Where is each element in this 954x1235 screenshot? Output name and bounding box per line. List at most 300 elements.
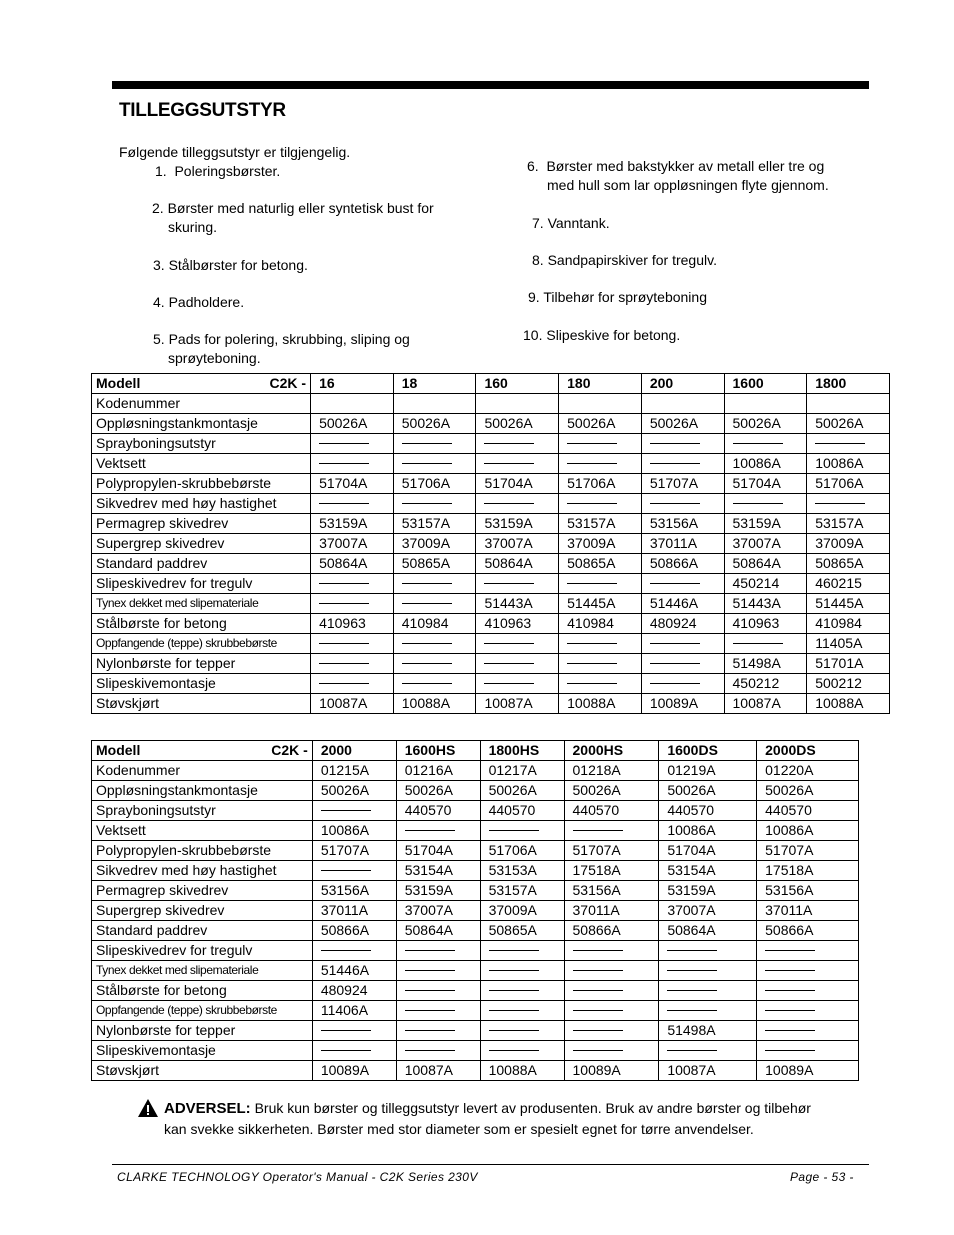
item-number: 1. [155,163,167,179]
empty-dash-cell [476,494,559,514]
item-text: Tilbehør for sprøyteboning [543,289,707,305]
row-label: Supergrep skivedrev [92,534,311,554]
part-number-cell: 50866A [757,921,859,941]
page-title: TILLEGGSUTSTYR [119,100,286,121]
part-number-cell: 53156A [312,881,396,901]
part-number-cell: 51701A [807,654,890,674]
empty-dash-cell [480,941,564,961]
empty-dash-cell [564,941,659,961]
part-number-cell: 53154A [396,861,480,881]
model-prefix: C2K - [271,742,308,758]
row-label: Polypropylen-skrubbebørste [92,474,311,494]
dash-mark [650,503,700,504]
table-row [92,654,890,674]
empty-dash-cell [641,654,724,674]
dash-mark [650,663,700,664]
empty-dash-cell [311,654,394,674]
part-number-cell: 460215 [807,574,890,594]
empty-dash-cell [480,1041,564,1061]
part-number-cell: 410963 [311,614,394,634]
dash-mark [650,463,700,464]
part-number-cell: 10086A [659,821,757,841]
part-number-cell: 10087A [659,1061,757,1081]
dash-mark [489,950,539,951]
part-number-cell: 37009A [393,534,476,554]
item-number: 2. [152,200,164,216]
row-label: Nylonbørste for tepper [92,1021,313,1041]
dash-mark [405,1050,455,1051]
table-row [92,474,890,494]
part-number-cell: 50865A [559,554,642,574]
table-row [92,454,890,474]
part-number-cell: 53157A [480,881,564,901]
dash-mark [489,830,539,831]
model-column-header: 18 [393,374,476,394]
dash-mark [321,810,371,811]
dash-mark [484,643,534,644]
part-number-cell: 51707A [564,841,659,861]
part-number-cell [311,394,394,414]
part-number-cell: 53156A [564,881,659,901]
dash-mark [573,970,623,971]
empty-dash-cell [312,861,396,881]
dash-mark [667,970,717,971]
empty-dash-cell [724,494,807,514]
part-number-cell: 440570 [659,801,757,821]
dash-mark [765,970,815,971]
dash-mark [319,503,369,504]
part-number-cell: 11405A [807,634,890,654]
row-label: Slipeskivedrev for tregulv [92,574,311,594]
empty-dash-cell [480,981,564,1001]
part-number-cell: 500212 [807,674,890,694]
dash-mark [319,443,369,444]
part-number-cell: 17518A [757,861,859,881]
part-number-cell: 50026A [312,781,396,801]
dash-mark [667,990,717,991]
part-number-cell: 37007A [396,901,480,921]
table-row [92,394,890,414]
row-label: Permagrep skivedrev [92,881,313,901]
dash-mark [319,643,369,644]
part-number-cell: 51706A [480,841,564,861]
part-number-cell: 51704A [659,841,757,861]
part-number-cell: 51446A [641,594,724,614]
row-label: Sprayboningsutstyr [92,801,313,821]
dash-mark [405,970,455,971]
part-number-cell [724,394,807,414]
dash-mark [733,443,783,444]
part-number-cell: 01219A [659,761,757,781]
item-number: 8. [532,252,544,268]
dash-mark [319,663,369,664]
part-number-cell: 50026A [724,414,807,434]
dash-mark [484,683,534,684]
dash-mark [765,1010,815,1011]
list-item [532,251,717,270]
model-column-header: 16 [311,374,394,394]
table-row [92,1001,859,1021]
model-column-header: 1600 [724,374,807,394]
part-number-cell: 51498A [659,1021,757,1041]
part-number-cell: 01220A [757,761,859,781]
empty-dash-cell [559,674,642,694]
part-number-cell: 37007A [659,901,757,921]
part-number-cell: 50864A [311,554,394,574]
part-number-cell: 10086A [724,454,807,474]
row-label: Oppfangende (teppe) skrubbebørste [92,1001,313,1021]
row-label: Støvskjørt [92,1061,313,1081]
empty-dash-cell [659,981,757,1001]
row-label: Sikvedrev med høy hastighet [92,861,313,881]
part-number-cell: 10086A [807,454,890,474]
dash-mark [573,990,623,991]
part-number-cell: 50026A [807,414,890,434]
part-number-cell: 51707A [312,841,396,861]
table-row [92,881,859,901]
table-row [92,861,859,881]
dash-mark [573,1050,623,1051]
item-text: Poleringsbørster. [174,163,281,179]
empty-dash-cell [396,941,480,961]
part-number-cell: 11406A [312,1001,396,1021]
row-label: Slipeskivedrev for tregulv [92,941,313,961]
empty-dash-cell [393,574,476,594]
item-number: 6. [527,158,539,174]
dash-mark [489,1010,539,1011]
empty-dash-cell [393,434,476,454]
empty-dash-cell [476,674,559,694]
dash-mark [489,990,539,991]
dash-mark [567,663,617,664]
table-row [92,841,859,861]
row-label: Slipeskivemontasje [92,1041,313,1061]
dash-mark [667,1010,717,1011]
empty-dash-cell [311,454,394,474]
empty-dash-cell [559,494,642,514]
dash-mark [484,663,534,664]
item-text: Slipeskive for betong. [546,327,681,343]
table-row [92,614,890,634]
item-number: 7. [532,215,544,231]
empty-dash-cell [396,821,480,841]
part-number-cell: 10088A [807,694,890,714]
part-number-cell: 53159A [724,514,807,534]
warning-text: Bruk kun børster og tilleggsutstyr levert av produsenten. Bruk av andre børster og tilbehør kan svekke sikkerheten. Børster med stor diameter som er spesielt egnet for tørre anvendelser. [164,1100,811,1137]
part-number-cell: 480924 [312,981,396,1001]
row-label: Kodenummer [92,394,311,414]
empty-dash-cell [476,634,559,654]
row-label: Polypropylen-skrubbebørste [92,841,313,861]
part-number-cell: 37011A [641,534,724,554]
item-text-cont: skuring. [168,219,218,235]
part-number-cell: 50865A [807,554,890,574]
part-number-cell: 01215A [312,761,396,781]
table-row [92,574,890,594]
row-label: Standard paddrev [92,921,313,941]
empty-dash-cell [480,1021,564,1041]
table-row [92,434,890,454]
dash-mark [484,463,534,464]
model-label: Modell [96,742,141,758]
dash-mark [765,1050,815,1051]
table-row [92,981,859,1001]
item-text: Børster med bakstykker av metall eller tre og [546,158,825,174]
part-number-cell: 50026A [476,414,559,434]
row-label: Tynex dekket med slipemateriale [92,961,313,981]
parts-table-1 [91,373,890,714]
part-number-cell: 53156A [757,881,859,901]
dash-mark [402,503,452,504]
dash-mark [321,950,371,951]
row-label: Sprayboningsutstyr [92,434,311,454]
empty-dash-cell [312,941,396,961]
dash-mark [405,950,455,951]
empty-dash-cell [757,961,859,981]
part-number-cell: 10089A [564,1061,659,1081]
part-number-cell: 53159A [396,881,480,901]
table-header-row [92,741,859,761]
dash-mark [405,1010,455,1011]
table-row [92,1041,859,1061]
empty-dash-cell [641,574,724,594]
part-number-cell: 50026A [659,781,757,801]
part-number-cell: 50864A [476,554,559,574]
empty-dash-cell [641,494,724,514]
model-header-cell [92,741,313,761]
warning-icon [137,1098,159,1118]
part-number-cell: 37011A [312,901,396,921]
part-number-cell: 51704A [724,474,807,494]
dash-mark [567,583,617,584]
empty-dash-cell [312,801,396,821]
part-number-cell: 440570 [757,801,859,821]
top-rule [112,81,869,89]
part-number-cell: 51706A [559,474,642,494]
table-row [92,961,859,981]
dash-mark [567,503,617,504]
model-prefix: C2K - [269,375,307,391]
dash-mark [402,643,452,644]
part-number-cell: 51706A [807,474,890,494]
part-number-cell: 51707A [641,474,724,494]
empty-dash-cell [559,634,642,654]
part-number-cell: 50865A [393,554,476,574]
part-number-cell: 10089A [312,1061,396,1081]
table-row [92,901,859,921]
empty-dash-cell [659,961,757,981]
row-label: Oppfangende (teppe) skrubbebørste [92,634,311,654]
dash-mark [815,443,865,444]
empty-dash-cell [641,674,724,694]
part-number-cell: 50026A [311,414,394,434]
row-label: Vektsett [92,454,311,474]
dash-mark [573,1030,623,1031]
dash-mark [402,443,452,444]
empty-dash-cell [659,1041,757,1061]
part-number-cell: 50866A [564,921,659,941]
part-number-cell: 50026A [396,781,480,801]
table-row [92,761,859,781]
dash-mark [765,990,815,991]
list-item [153,330,410,368]
empty-dash-cell [564,1021,659,1041]
empty-dash-cell [757,981,859,1001]
item-text: Pads for polering, skrubbing, sliping og [168,331,410,347]
dash-mark [405,990,455,991]
model-column-header: 180 [559,374,642,394]
model-column-header: 2000DS [757,741,859,761]
part-number-cell: 50026A [393,414,476,434]
dash-mark [489,970,539,971]
dash-mark [405,830,455,831]
part-number-cell: 410984 [559,614,642,634]
empty-dash-cell [312,1041,396,1061]
part-number-cell: 01216A [396,761,480,781]
empty-dash-cell [393,634,476,654]
table-row [92,414,890,434]
list-item [527,157,829,195]
dash-mark [489,1050,539,1051]
table-row [92,534,890,554]
part-number-cell [641,394,724,414]
part-number-cell: 17518A [564,861,659,881]
row-label: Oppløsningstankmontasje [92,414,311,434]
part-number-cell: 10088A [480,1061,564,1081]
table-row [92,494,890,514]
row-label: Stålbørste for betong [92,981,313,1001]
empty-dash-cell [659,941,757,961]
item-text: Stålbørster for betong. [168,257,308,273]
item-number: 4. [153,294,165,310]
footer-page-number: Page - 53 - [790,1170,854,1184]
dash-mark [733,503,783,504]
empty-dash-cell [476,654,559,674]
table-row [92,801,859,821]
row-label: Stålbørste for betong [92,614,311,634]
part-number-cell: 440570 [396,801,480,821]
part-number-cell: 50026A [480,781,564,801]
part-number-cell: 37007A [311,534,394,554]
part-number-cell: 450212 [724,674,807,694]
part-number-cell: 51446A [312,961,396,981]
part-number-cell: 53154A [659,861,757,881]
part-number-cell: 37011A [757,901,859,921]
part-number-cell: 50026A [757,781,859,801]
model-column-header: 2000 [312,741,396,761]
dash-mark [319,683,369,684]
row-label: Slipeskivemontasje [92,674,311,694]
row-label: Støvskjørt [92,694,311,714]
part-number-cell: 53157A [807,514,890,534]
dash-mark [567,443,617,444]
empty-dash-cell [480,961,564,981]
dash-mark [650,583,700,584]
empty-dash-cell [659,1001,757,1021]
list-item [153,293,244,312]
empty-dash-cell [312,1021,396,1041]
model-column-header: 2000HS [564,741,659,761]
part-number-cell: 51704A [396,841,480,861]
part-number-cell: 37007A [724,534,807,554]
dash-mark [573,830,623,831]
dash-mark [815,503,865,504]
empty-dash-cell [393,494,476,514]
model-column-header: 1600DS [659,741,757,761]
part-number-cell: 50026A [564,781,659,801]
empty-dash-cell [757,941,859,961]
list-item [523,326,680,345]
empty-dash-cell [641,454,724,474]
model-column-header: 160 [476,374,559,394]
table-row [92,821,859,841]
table-header-row [92,374,890,394]
warning-note [137,1098,837,1139]
dash-mark [567,683,617,684]
part-number-cell: 53157A [393,514,476,534]
part-number-cell: 01217A [480,761,564,781]
empty-dash-cell [564,961,659,981]
part-number-cell: 480924 [641,614,724,634]
empty-dash-cell [564,981,659,1001]
part-number-cell: 410963 [724,614,807,634]
item-text: Børster med naturlig eller syntetisk bust for [167,200,434,216]
part-number-cell: 50864A [724,554,807,574]
table-row [92,674,890,694]
empty-dash-cell [641,634,724,654]
part-number-cell: 10089A [757,1061,859,1081]
empty-dash-cell [396,1041,480,1061]
empty-dash-cell [480,821,564,841]
item-text: Padholdere. [168,294,245,310]
model-column-header: 1800 [807,374,890,394]
part-number-cell: 10088A [393,694,476,714]
empty-dash-cell [393,654,476,674]
part-number-cell: 51498A [724,654,807,674]
part-number-cell: 51707A [757,841,859,861]
warning-label: ADVERSEL: [164,1100,251,1117]
empty-dash-cell [311,634,394,654]
footer-manual-title: CLARKE TECHNOLOGY Operator's Manual - C2K Series 230V [117,1170,478,1184]
part-number-cell: 51443A [724,594,807,614]
part-number-cell: 01218A [564,761,659,781]
empty-dash-cell [393,594,476,614]
dash-mark [402,463,452,464]
part-number-cell [559,394,642,414]
empty-dash-cell [476,434,559,454]
empty-dash-cell [757,1021,859,1041]
row-label: Tynex dekket med slipemateriale [92,594,311,614]
empty-dash-cell [476,574,559,594]
dash-mark [650,683,700,684]
part-number-cell: 53157A [559,514,642,534]
table-row [92,941,859,961]
part-number-cell: 37009A [480,901,564,921]
part-number-cell: 410984 [393,614,476,634]
part-number-cell: 51704A [311,474,394,494]
dash-mark [765,950,815,951]
dash-mark [402,683,452,684]
part-number-cell: 10087A [724,694,807,714]
empty-dash-cell [311,494,394,514]
empty-dash-cell [396,961,480,981]
empty-dash-cell [396,1001,480,1021]
empty-dash-cell [559,654,642,674]
item-number: 10. [523,327,543,343]
dash-mark [573,950,623,951]
empty-dash-cell [559,574,642,594]
list-item [155,162,280,181]
